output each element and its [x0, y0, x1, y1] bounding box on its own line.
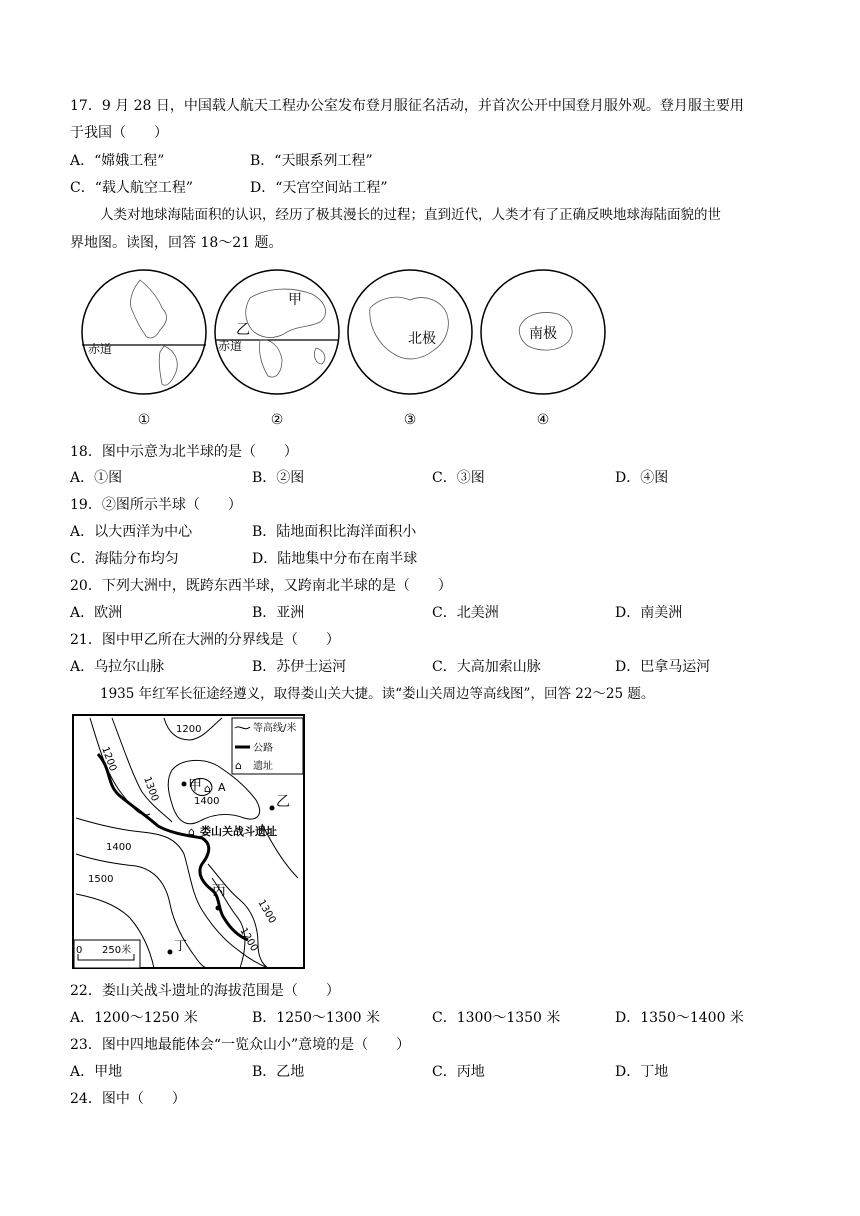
scale-bar [74, 940, 140, 968]
point-ding-label: 丁 [174, 939, 188, 954]
q18-options [70, 468, 790, 488]
q18-option-c: C．③图 [432, 470, 485, 486]
q17-options-row1 [70, 151, 790, 171]
contour-label-1200-east: 1200 [237, 926, 260, 954]
q18-option-a: A．①图 [70, 470, 123, 486]
battle-site-label: 娄山关战斗遗址 [200, 825, 277, 838]
legend-site-icon: ⌂ [235, 759, 242, 772]
q20-option-c: C．北美洲 [432, 605, 499, 621]
q19-option-a: A．以大西洋为中心 [70, 524, 193, 540]
contour-label-1300-west: 1300 [141, 775, 161, 803]
globe-1-number: ① [137, 412, 151, 428]
q17-stem-line1: 17．9 月 28 日，中国载人航天工程办公室发布登月服征名活动，并首次公开中国登月服外观。登月服主要用 [70, 98, 744, 114]
globe-4 [481, 270, 605, 428]
q21-option-d: D．巴拿马运河 [615, 659, 711, 675]
q22-options [70, 1008, 790, 1028]
contour-label-1400-summit: 1400 [194, 796, 220, 807]
globe-3-number: ③ [403, 412, 417, 428]
intro1-line1: 人类对地球海陆面积的认识，经历了极其漫长的过程；直到近代，人类才有了正确反映地球海陆面貌的世 [100, 207, 721, 223]
legend-contour-label: 等高线/米 [253, 723, 297, 734]
globe-2-jia-label: 甲 [288, 292, 302, 308]
point-bing-label: 丙 [212, 883, 226, 899]
q21-option-a: A．乌拉尔山脉 [70, 659, 165, 675]
q19-option-d: D．陆地集中分布在南半球 [252, 551, 418, 567]
scale-250-label: 250米 [102, 945, 132, 956]
q17-option-a: A．“嫦娥工程” [70, 153, 165, 169]
scale-zero-label: 0 [76, 945, 83, 956]
legend-site-label: 遗址 [253, 761, 273, 772]
q21-option-c: C．大高加索山脉 [432, 659, 541, 675]
q17-option-d: D．“天宫空间站工程” [250, 180, 388, 196]
q18-option-d: D．④图 [615, 470, 669, 486]
q20-option-b: B．亚洲 [252, 605, 305, 621]
globe-2-yi-label: 乙 [236, 322, 250, 338]
q17-options-row2 [70, 178, 790, 198]
q18-stem: 18．图中示意为北半球的是（ ） [70, 444, 298, 460]
globe-2-number: ② [270, 412, 284, 428]
q18-option-b: B．②图 [252, 470, 305, 486]
contour-label-1300-east: 1300 [255, 898, 278, 926]
globe-1-outline [82, 270, 206, 394]
contour-label-1500: 1500 [88, 874, 114, 885]
contour-label-1400-south: 1400 [106, 842, 132, 853]
point-jia-marker [182, 782, 187, 787]
point-bing-marker [216, 906, 221, 911]
q22-option-b: B．1250～1300 米 [252, 1010, 380, 1026]
q23-option-d: D．丁地 [615, 1064, 669, 1080]
q17-stem-line2: 于我国（ ） [70, 125, 168, 141]
q20-stem: 20．下列大洲中，既跨东西半球，又跨南北半球的是（ ） [70, 578, 452, 594]
globe-1-equator-label: 赤道 [88, 342, 113, 356]
q19-options-row2 [70, 549, 790, 569]
q19-stem: 19．②图所示半球（ ） [70, 497, 242, 513]
globe-4-number: ④ [536, 412, 550, 428]
q17-option-c: C．“载人航空工程” [70, 180, 194, 196]
q20-options [70, 603, 790, 623]
q24-stem: 24．图中（ ） [70, 1091, 186, 1107]
battle-site-icon: ⌂ [188, 825, 195, 838]
globe-3 [348, 270, 472, 428]
globe-3-pole-label: 北极 [408, 331, 436, 347]
intro1-line2: 界地图。读图，回答 18～21 题。 [70, 235, 283, 251]
map-legend [232, 718, 303, 774]
q21-stem: 21．图中甲乙所在大洲的分界线是（ ） [70, 632, 340, 648]
q21-options [70, 657, 790, 677]
summit-site-icon: ⌂ [204, 782, 211, 795]
q19-option-c: C．海陆分布均匀 [70, 551, 179, 567]
globe-2 [215, 270, 339, 428]
q21-option-b: B．苏伊士运河 [252, 659, 347, 675]
globe-1 [82, 270, 206, 428]
q20-option-d: D．南美洲 [615, 605, 683, 621]
point-yi-marker [270, 806, 275, 811]
contour-label-1200-west: 1200 [99, 745, 119, 773]
point-a-label: A [218, 781, 226, 794]
q23-options [70, 1062, 790, 1082]
q19-option-b: B．陆地面积比海洋面积小 [252, 524, 417, 540]
q22-option-c: C．1300～1350 米 [432, 1010, 561, 1026]
q20-option-a: A．欧洲 [70, 605, 123, 621]
q23-stem: 23．图中四地最能体会“一览众山小”意境的是（ ） [70, 1037, 411, 1053]
point-jia-label: 甲 [188, 778, 202, 794]
q23-option-c: C．丙地 [432, 1064, 485, 1080]
contour-map [72, 714, 306, 970]
contour-label-1200-north: 1200 [176, 724, 202, 735]
point-yi-label: 乙 [276, 794, 290, 810]
legend-road-label: 公路 [253, 743, 273, 754]
point-ding-marker [168, 950, 173, 955]
q22-stem: 22．娄山关战斗遗址的海拔范围是（ ） [70, 983, 340, 999]
q19-options-row1 [70, 522, 790, 542]
hemispheres-figure [80, 268, 620, 430]
globe-2-equator-label: 赤道 [218, 339, 243, 353]
q23-option-b: B．乙地 [252, 1064, 305, 1080]
q22-option-a: A．1200～1250 米 [70, 1010, 198, 1026]
q23-option-a: A．甲地 [70, 1064, 123, 1080]
q17-option-b: B．“天眼系列工程” [250, 153, 373, 169]
q22-option-d: D．1350～1400 米 [615, 1010, 744, 1026]
globe-4-pole-label: 南极 [529, 326, 557, 342]
intro2: 1935 年红军长征途经遵义，取得娄山关大捷。读“娄山关周边等高线图”，回答 22～25 题。 [100, 686, 655, 702]
